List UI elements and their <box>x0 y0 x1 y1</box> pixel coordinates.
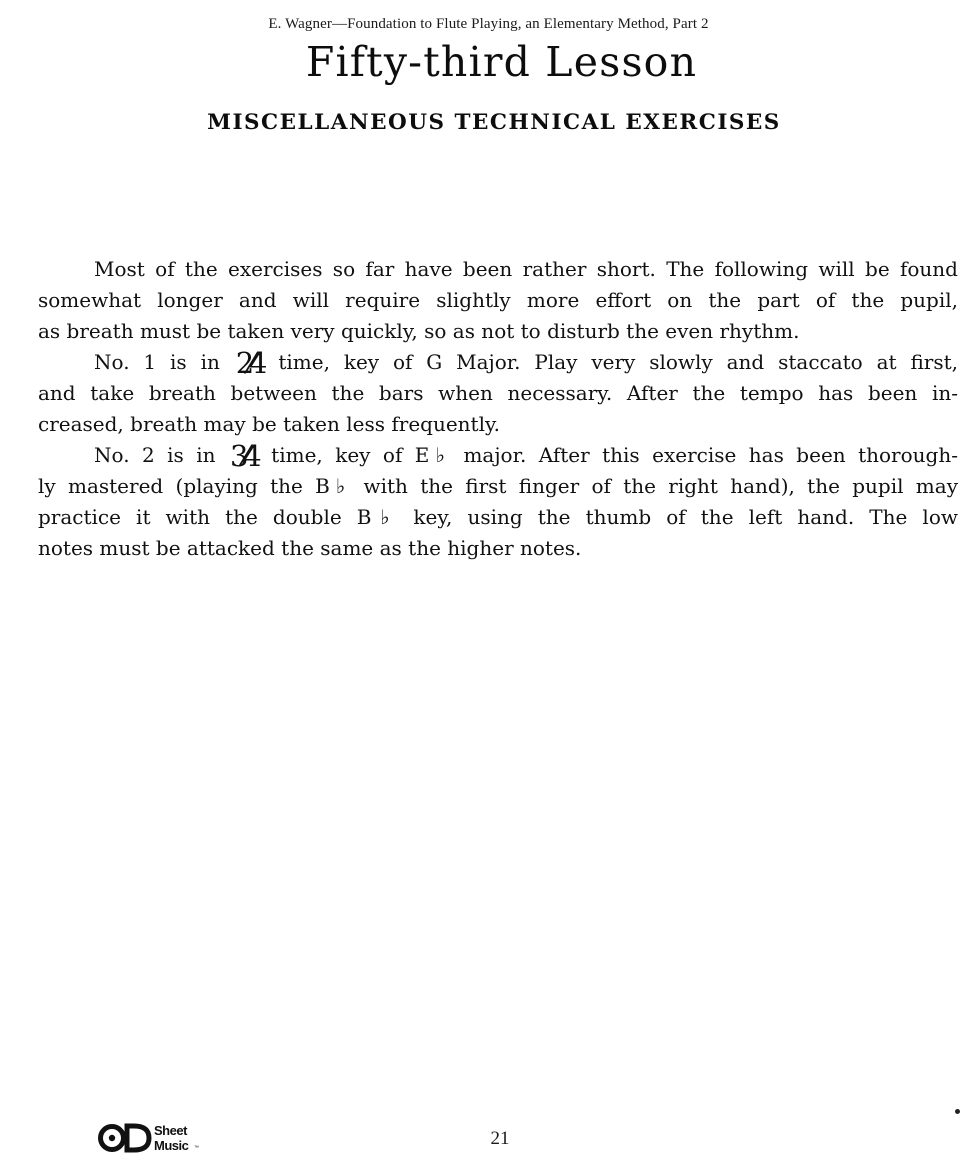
body-line: practice it with the double B♭ key, using the thumb of the left hand. The low <box>38 505 958 529</box>
body-line: Most of the exercises so far have been rather short. The following will be found <box>94 257 958 281</box>
body-line-start: No. 2 is in <box>94 443 228 467</box>
svg-text:Music: Music <box>154 1138 189 1153</box>
body-line-time-signature <box>38 347 958 378</box>
body-line: and take breath between the bars when necessary. After the tempo has been in- <box>38 381 958 405</box>
body-line: creased, breath may be taken less frequently. <box>38 412 500 436</box>
running-header: E. Wagner—Foundation to Flute Playing, an Elementary Method, Part 2 <box>268 16 709 32</box>
body-line: somewhat longer and will require slightly more effort on the part of the pupil, <box>38 288 958 312</box>
body-line: notes must be attacked the same as the higher notes. <box>38 536 582 560</box>
svg-text:™: ™ <box>194 1145 199 1151</box>
body-line-end: time, key of G Major. Play very slowly and staccato at first, <box>264 350 959 374</box>
body-line-start: No. 1 is in <box>94 350 234 374</box>
lesson-title: Fifty-third Lesson <box>305 38 698 86</box>
body-line: ly mastered (playing the B♭ with the first finger of the right hand), the pupil may <box>38 474 958 498</box>
svg-text:Sheet: Sheet <box>154 1123 187 1138</box>
stray-mark <box>955 1109 960 1114</box>
page-number: 21 <box>490 1128 510 1149</box>
body-line: as breath must be taken very quickly, so as not to disturb the even rhythm. <box>38 319 800 343</box>
body-line-time-signature <box>38 440 958 471</box>
time-signature: 2⁄4 <box>235 346 263 380</box>
lesson-body <box>38 254 958 564</box>
lesson-subtitle: MISCELLANEOUS TECHNICAL EXERCISES <box>207 110 781 135</box>
time-signature: 3⁄4 <box>229 439 257 473</box>
body-line-end: time, key of E♭ major. After this exercise has been thorough- <box>258 443 958 467</box>
